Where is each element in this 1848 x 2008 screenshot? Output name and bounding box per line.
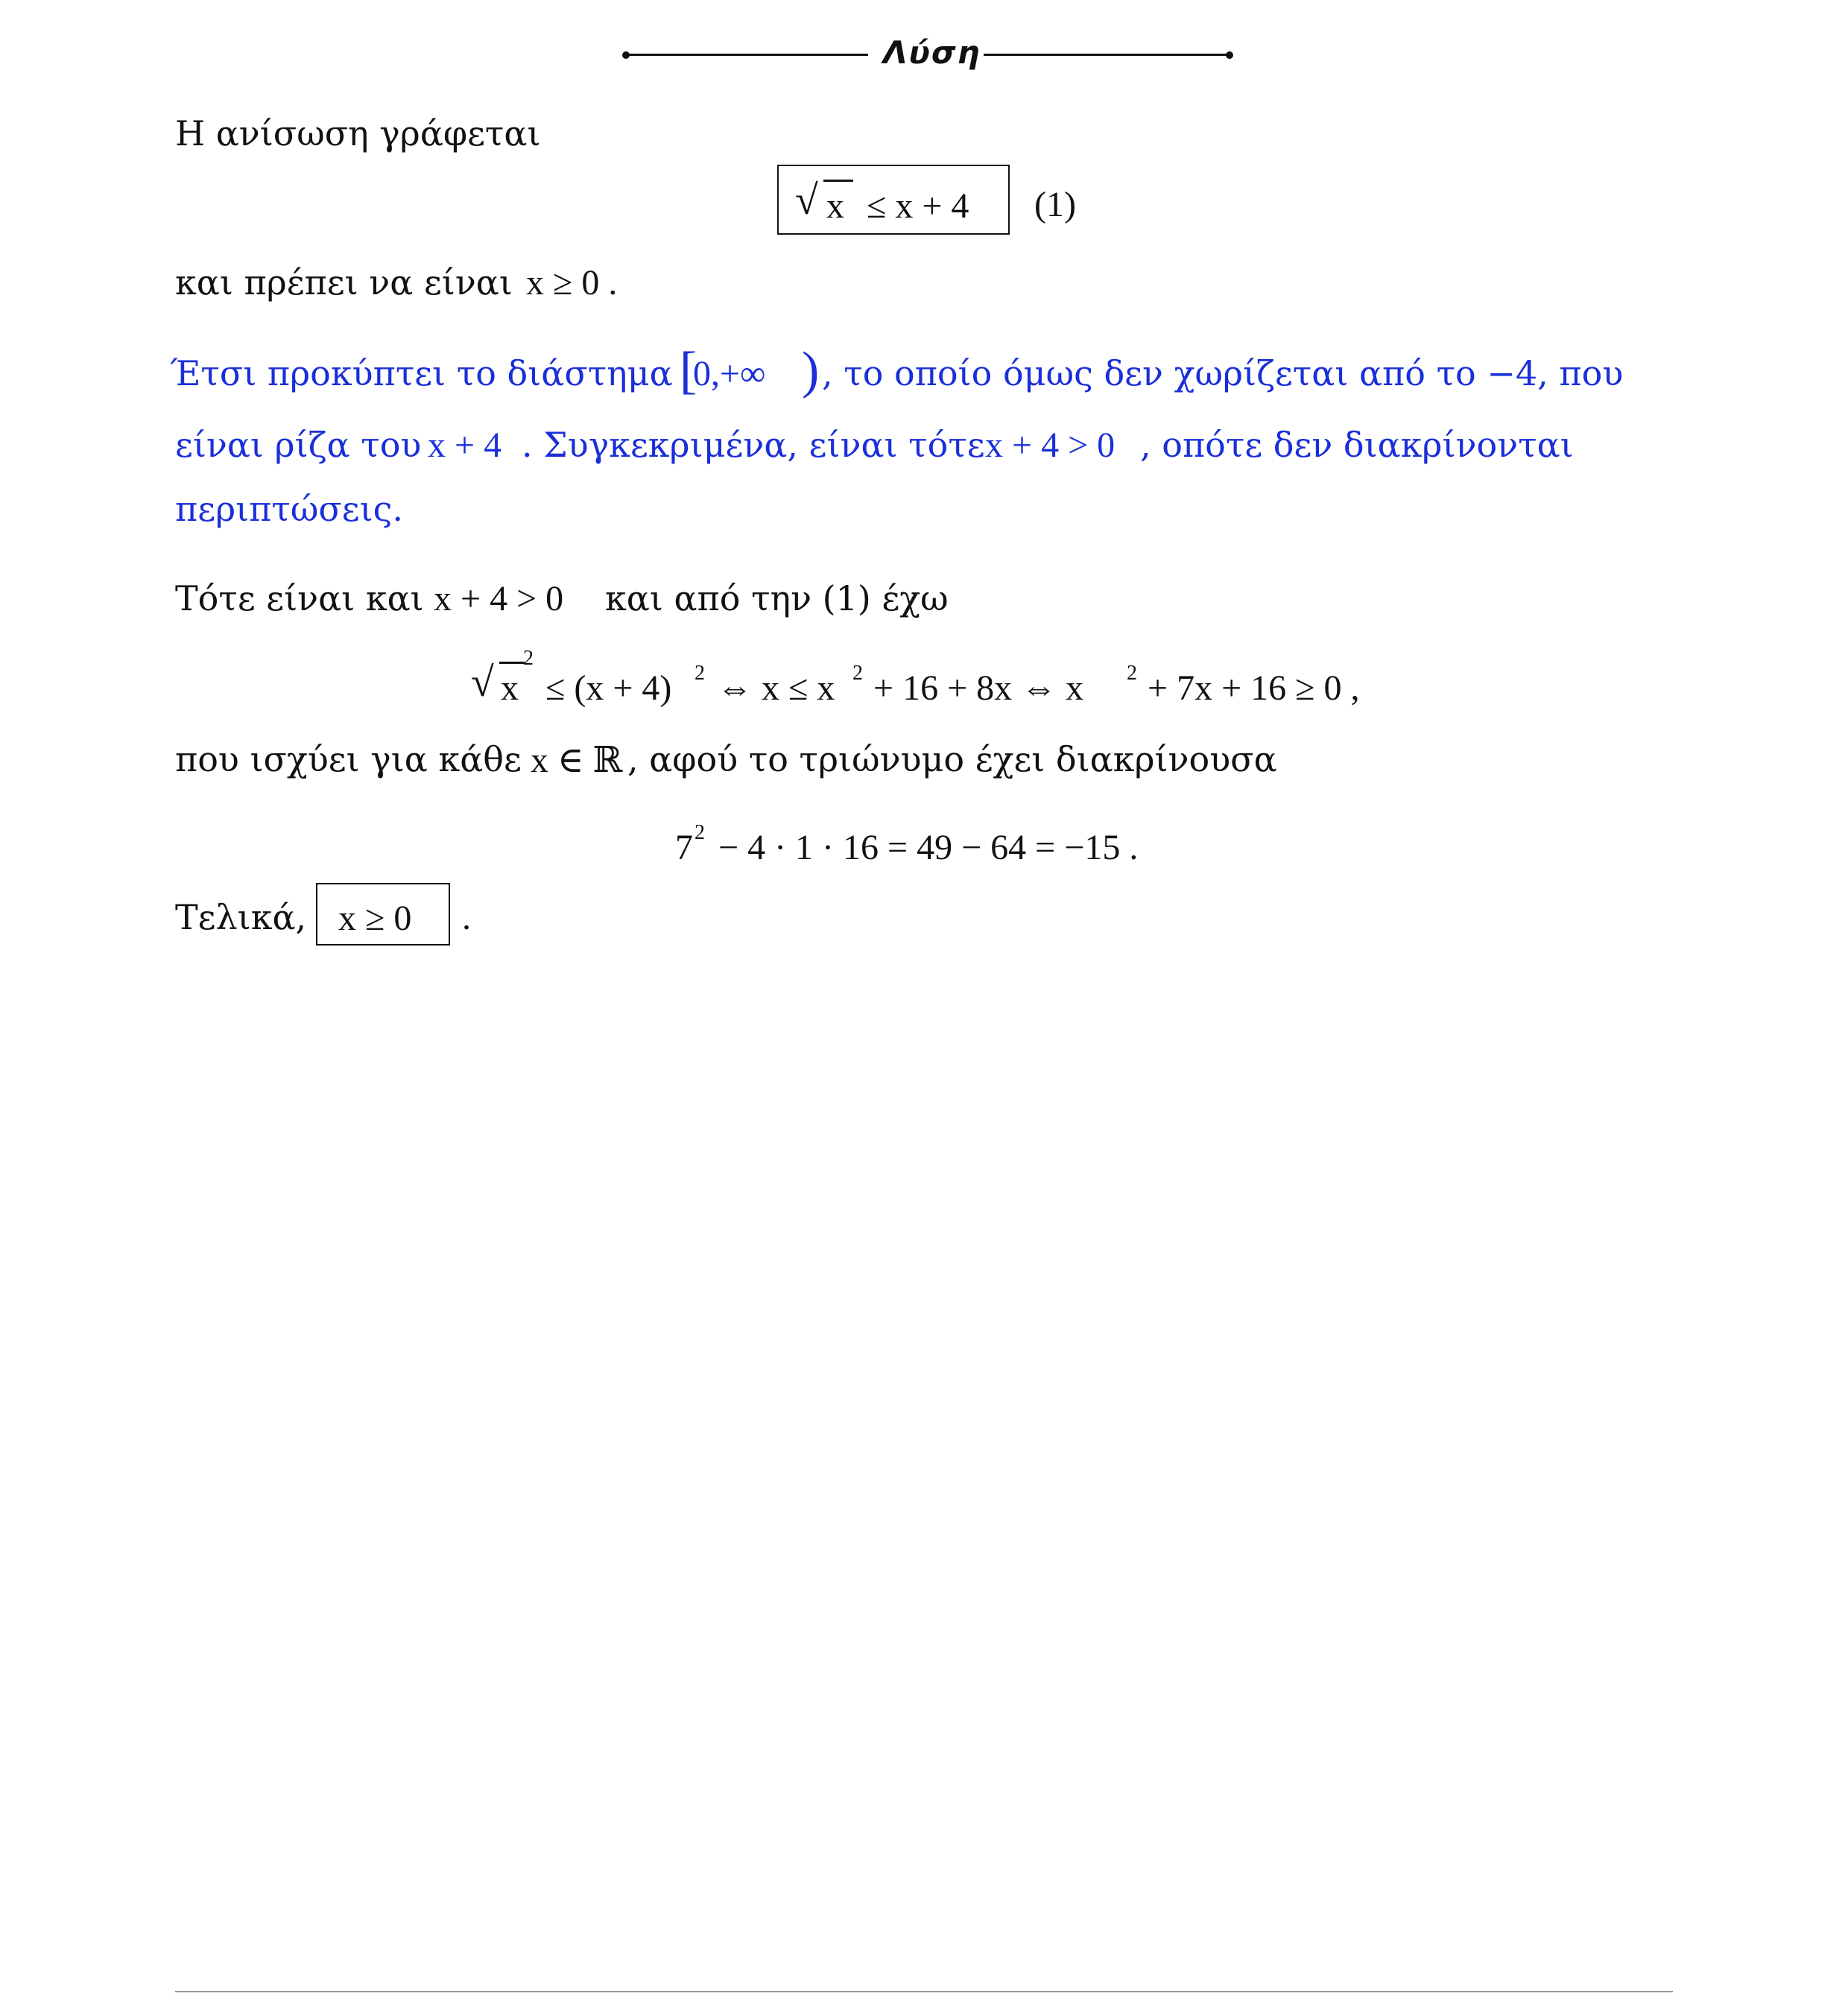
equivalence-chain — [471, 647, 1387, 706]
then-math: x + 4 > 0 — [434, 579, 564, 618]
condition-math: x ≥ 0 . — [526, 263, 618, 303]
sqrt-bar-2 — [499, 662, 525, 664]
condition-text: και πρέπει να είναι — [175, 262, 513, 303]
header-right-rule — [984, 54, 1230, 56]
disc-rest: − 4 · 1 · 16 = 49 − 64 = −15 . — [718, 828, 1139, 867]
disc-exp: 2 — [694, 821, 705, 844]
final-label: Τελικά, — [175, 897, 307, 937]
intro-text: Η ανίσωση γράφεται — [175, 113, 541, 153]
note-line2-math1: x + 4 — [428, 425, 502, 465]
eq2-exp1: 2 — [694, 662, 705, 685]
note-line1-a: Έτσι προκύπτει το διάστημα — [170, 353, 673, 393]
then-text-a: Τότε είναι και — [175, 578, 424, 618]
interval-open-bracket: [ — [680, 342, 697, 399]
interval-close-paren: ) — [802, 342, 820, 399]
solution-title: Λύση — [883, 34, 981, 71]
sqrt-sign-2: √ — [471, 659, 494, 706]
note-line2-b: . Συγκεκριμένα, είναι τότε — [522, 425, 985, 465]
final-period: . — [462, 898, 471, 937]
eq2-part2: ⇔ x ≤ x — [717, 668, 835, 708]
note-line3: περιπτώσεις. — [175, 489, 403, 529]
then-text-b: και από την (1) έχω — [605, 578, 949, 618]
eq2-exp2: 2 — [852, 662, 863, 685]
final-answer: x ≥ 0 — [338, 899, 412, 938]
interval-body: 0,+∞ — [693, 354, 766, 393]
eq2-exp3: 2 — [1127, 662, 1137, 685]
eq2-part1: ≤ (x + 4) — [545, 668, 672, 708]
holds-text-b: , αφού το τριώνυμο έχει διακρίνουσα — [627, 739, 1277, 779]
note-line1-b: , το οποίο όμως δεν χωρίζεται από το −4, που — [822, 353, 1624, 393]
boxed-inequality — [777, 165, 1010, 235]
eq2-sqrt-exponent: 2 — [523, 647, 534, 670]
eq2-part3: + 16 + 8x ⇔ x — [873, 668, 1084, 708]
sqrt-sign: √ — [795, 177, 818, 224]
final-answer-box — [316, 883, 450, 946]
eq2-radicand: x — [501, 668, 519, 708]
discriminant-equation — [675, 814, 1197, 866]
equation-tag-1: (1) — [1034, 185, 1076, 224]
header-left-rule — [626, 54, 868, 56]
note-line2-c: , οπότε δεν διακρίνονται — [1140, 425, 1574, 465]
holds-math: x ∈ ℝ — [531, 741, 623, 780]
note-line2-math2: x + 4 > 0 — [985, 425, 1116, 465]
note-line2-a: είναι ρίζα του — [175, 425, 422, 465]
eq1-rhs: ≤ x + 4 — [867, 186, 969, 226]
radicand: x — [826, 186, 844, 226]
sqrt-bar — [823, 180, 853, 182]
disc-base: 7 — [675, 828, 693, 867]
header-right-dot — [1226, 51, 1233, 59]
eq2-part4: + 7x + 16 ≥ 0 , — [1148, 668, 1360, 708]
holds-text-a: που ισχύει για κάθε — [175, 739, 522, 779]
footer-rule — [175, 1991, 1673, 1992]
